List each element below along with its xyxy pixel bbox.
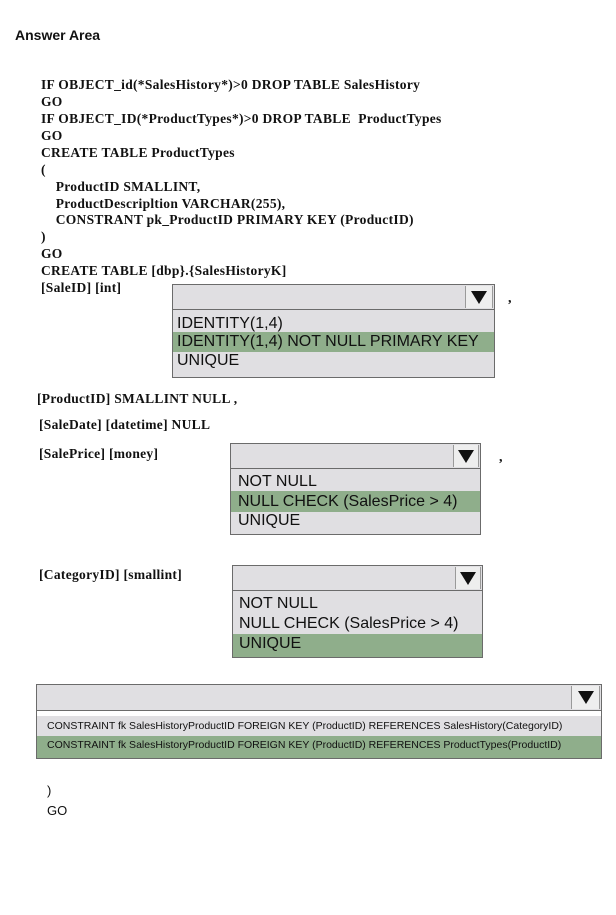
- saleprice-option-unique[interactable]: UNIQUE: [231, 512, 480, 534]
- category-option-not-null[interactable]: NOT NULL: [233, 591, 482, 613]
- saleprice-dropdown-button[interactable]: [453, 445, 479, 467]
- comma-2: ,: [499, 450, 503, 465]
- constraint-dropdown-header[interactable]: [37, 685, 601, 711]
- constraint-option-producttypes[interactable]: CONSTRAINT fk SalesHistoryProductID FOREIGN KEY (ProductID) REFERENCES ProductTypes(ProductID): [37, 736, 601, 758]
- code-line-9: CONSTRANT pk_ProductID PRIMARY KEY (ProductID): [41, 212, 414, 227]
- triangle-down-icon: [578, 691, 594, 704]
- code-line-1: IF OBJECT_id(*SalesHistory*)>0 DROP TABLE SalesHistory: [41, 77, 421, 92]
- triangle-down-icon: [471, 291, 487, 304]
- code-line-12: CREATE TABLE [dbp}.{SalesHistoryK]: [41, 263, 287, 278]
- code-line-13: [SaleID] [int]: [41, 280, 122, 295]
- saleprice-dropdown-header[interactable]: [231, 444, 480, 469]
- closing-go: GO: [47, 803, 68, 818]
- comma-1: ,: [508, 291, 512, 306]
- category-dropdown-button[interactable]: [455, 567, 481, 589]
- saleid-dropdown[interactable]: [172, 284, 495, 378]
- closing-paren: ): [47, 783, 52, 798]
- category-option-unique[interactable]: UNIQUE: [233, 634, 482, 657]
- saleprice-option-not-null[interactable]: NOT NULL: [231, 469, 480, 491]
- constraint-dropdown[interactable]: [36, 684, 602, 759]
- saleprice-option-null-check[interactable]: NULL CHECK (SalesPrice > 4): [231, 491, 480, 512]
- code-line-5: CREATE TABLE ProductTypes: [41, 145, 235, 160]
- saleid-option-unique[interactable]: UNIQUE: [173, 352, 494, 377]
- saleid-dropdown-button[interactable]: [465, 286, 493, 308]
- code-line-3: IF OBJECT_ID(*ProductTypes*)>0 DROP TABLE ProductTypes: [41, 111, 442, 126]
- category-dropdown-header[interactable]: [233, 566, 482, 591]
- code-line-11: GO: [41, 246, 63, 261]
- category-option-null-check[interactable]: NULL CHECK (SalesPrice > 4): [233, 613, 482, 634]
- category-dropdown[interactable]: [232, 565, 483, 658]
- answer-area-title: Answer Area: [15, 27, 101, 43]
- code-line-10: ): [41, 229, 46, 244]
- saleid-option-identity-not-null-pk[interactable]: IDENTITY(1,4) NOT NULL PRIMARY KEY: [173, 332, 494, 352]
- code-line-4: GO: [41, 128, 63, 143]
- code-product-line: [ProductID] SMALLINT NULL ,: [37, 391, 238, 406]
- code-line-6: (: [41, 162, 46, 177]
- code-line-8: ProductDescripltion VARCHAR(255),: [41, 196, 286, 211]
- code-saledate-line: [SaleDate] [datetime] NULL: [39, 417, 211, 432]
- code-category-line: [CategoryID] [smallint]: [39, 567, 182, 582]
- saleid-option-identity[interactable]: IDENTITY(1,4): [173, 310, 494, 332]
- triangle-down-icon: [458, 450, 474, 463]
- code-line-7: ProductID SMALLINT,: [41, 179, 201, 194]
- code-saleprice-line: [SalePrice] [money]: [39, 446, 159, 461]
- constraint-option-saleshistory[interactable]: CONSTRAINT fk SalesHistoryProductID FOREIGN KEY (ProductID) REFERENCES SalesHistory(CategoryID): [37, 716, 601, 736]
- saleprice-dropdown[interactable]: [230, 443, 481, 535]
- code-line-2: GO: [41, 94, 63, 109]
- constraint-dropdown-button[interactable]: [571, 686, 600, 709]
- triangle-down-icon: [460, 572, 476, 585]
- saleid-dropdown-header[interactable]: [173, 285, 494, 310]
